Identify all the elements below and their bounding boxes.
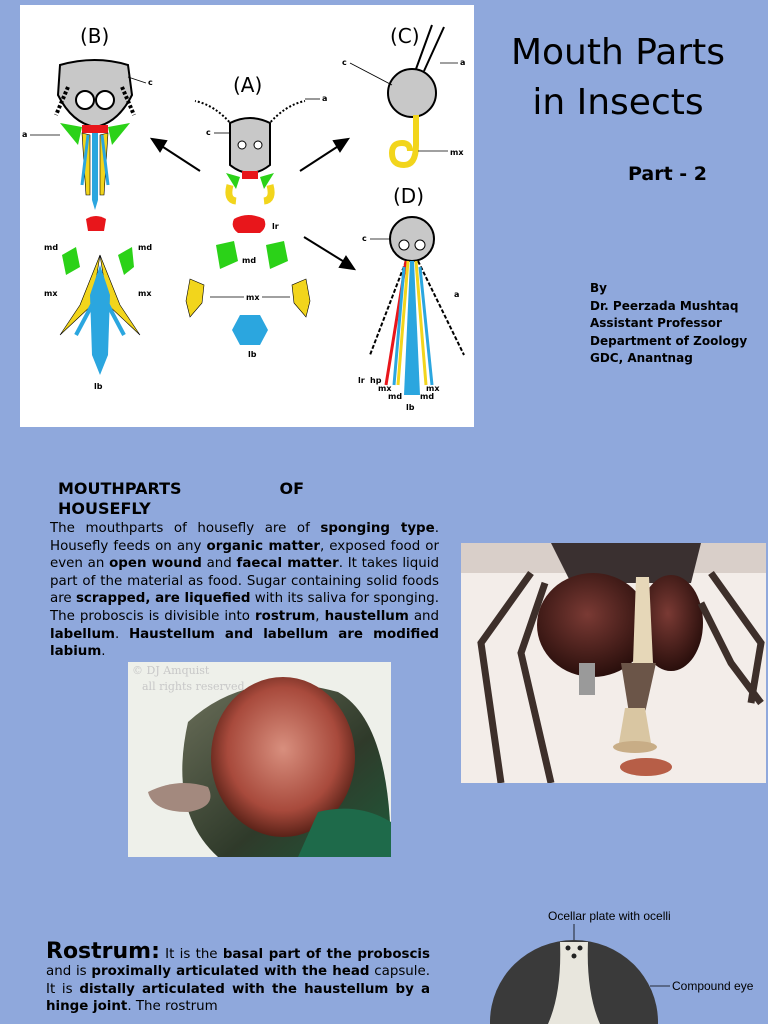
part-label: Part - 2 [628,163,708,185]
text-run: and [408,608,440,624]
part-label: a [460,58,466,67]
watermark: © DJ Amquist [132,664,210,677]
bold-run: proximally articulated with the head [91,964,370,980]
part-label: c [206,128,211,137]
label-C: (C) [390,24,420,48]
title-line-1: Mouth Parts [510,32,726,73]
text-run: . It takes liquid part of the material as food. Sugar containing solid foods are [50,556,439,607]
text-run: and [201,556,237,572]
text-run: . [114,626,129,642]
bold-run: scrapped, are liquefied [75,591,251,607]
part-label: md [242,256,257,265]
bold-run: open wound [109,556,202,572]
part-label: mx [426,384,440,393]
author-college: GDC, Anantnag [590,351,693,365]
part-label: lb [94,382,103,391]
text-run: with its saliva for sponging. The proboscis is divisible into [50,591,439,624]
text-run: and is [46,964,92,980]
heading-word: HOUSEFLY [58,499,151,518]
bold-run: sponging type [320,521,435,536]
author-name: Dr. Peerzada Mushtaq [590,298,739,313]
part-label: c [362,234,367,243]
bold-run: basal part of the proboscis [222,947,430,962]
text-run: capsule. It is [46,964,430,997]
part-label: a [22,130,28,139]
text-run: . The rostrum [127,999,218,1015]
insect-B-parts [44,216,152,391]
watermark: all rights reserved [142,680,245,693]
part-label: mx [138,289,152,298]
fly-head-diagram [490,902,768,1024]
title-line-2: in Insects [532,82,704,123]
part-label: md [420,392,435,401]
part-label: mx [246,293,260,302]
part-label: md [138,243,153,252]
part-label: mx [44,289,58,298]
part-label: a [322,94,328,103]
bold-run: faecal matter [236,556,339,572]
bold-run: distally articulated with the haustellum by a hinge joint [46,981,430,1015]
heading-word: MOUTHPARTS [58,479,182,498]
photo-svg [490,902,768,1024]
part-label: a [454,290,460,299]
text-run: , [315,608,325,624]
bold-run: Haustellum and labellum are modified labium [50,626,439,660]
author-role: Assistant Professor [590,316,722,330]
text-run: The mouthparts of housefly are of [50,521,321,536]
bold-run: labellum [50,626,115,642]
mouthparts-diagram [20,5,474,427]
rostrum-paragraph [46,939,430,1016]
compound-eye-label: Compound eye [672,979,754,993]
insect-D [358,217,464,412]
text-run: , exposed food or even an [50,538,440,572]
part-label: c [148,78,153,87]
label-D: (D) [393,184,425,208]
text-run: It is the [159,947,223,962]
part-label: md [388,392,403,401]
housefly-feeding-photo [461,543,766,783]
part-label: lb [406,403,415,412]
label-B: (B) [80,24,110,48]
bold-run: rostrum [255,608,316,624]
part-label: lr [358,376,365,385]
part-label: mx [378,384,392,393]
housefly-head-photo [128,662,391,857]
photo-svg [461,543,766,783]
rostrum-heading: Rostrum: [46,939,160,964]
housefly-paragraph [50,520,439,661]
part-label: c [342,58,347,67]
part-label: lb [248,350,257,359]
author-dept: Department of Zoology [590,333,748,348]
ocellar-label: Ocellar plate with ocelli [548,909,671,923]
mouthparts-diagram-svg [20,5,474,427]
part-label: mx [450,148,464,157]
page-title [480,28,756,128]
insect-A [186,94,327,359]
bold-run: haustellum [324,608,409,624]
author-by: By [590,281,607,295]
text-run: . [101,644,106,660]
heading-word: OF [279,479,304,498]
housefly-heading [58,479,304,519]
part-label: md [44,243,59,252]
part-label: hp [370,376,382,385]
author-block [590,280,747,368]
part-label: lr [272,222,279,231]
text-run: . Housefly feeds on any [50,521,439,554]
bold-run: organic matter [206,538,320,554]
insect-B [22,60,153,210]
label-A: (A) [233,73,263,97]
